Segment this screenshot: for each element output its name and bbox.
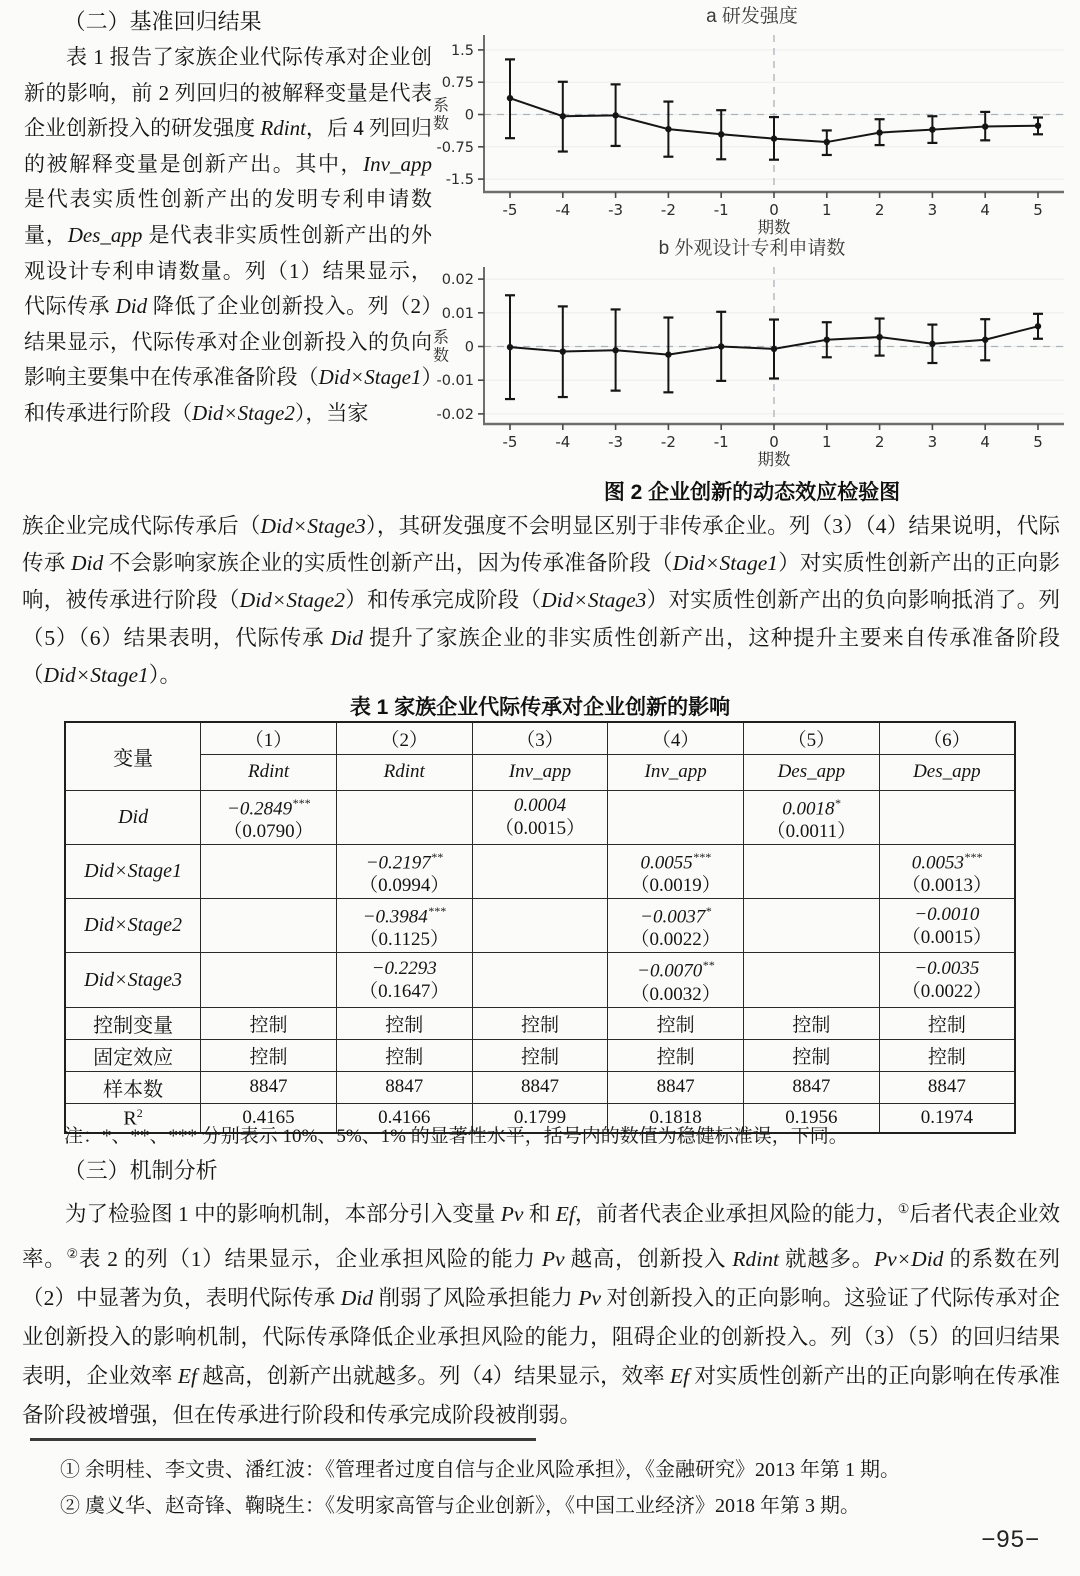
table-cell: 控制: [336, 1039, 472, 1071]
coefficient-point: [612, 112, 618, 118]
footnote-divider: [30, 1438, 536, 1441]
table-cell: [472, 899, 608, 953]
svg-text:5: 5: [1033, 433, 1043, 451]
table-cell: −0.2849*** （0.0790）: [201, 790, 337, 844]
svg-text:0: 0: [464, 107, 474, 124]
table-cell: 控制: [879, 1007, 1015, 1039]
table-cell: 控制: [201, 1039, 337, 1071]
benchmark-paragraph-full: 族企业完成代际传承后（Did×Stage3），其研发强度不会明显区别于非传承企业。列（3）（4）结果说明，代际传承 Did 不会影响家族企业的实质性创新产出，因为传承准备阶段（Did×Stage1）对实质性创新产出的正向影响，被传承进行阶段（Did×Stage2）和传承完成阶段（Did×Stage3）对实质性创新产出的负向影响抵消了。列（5）（6）结果表明，代际传承 Did 提升了家族企业的非实质性创新产出，这种提升主要来自传承准备阶段（Did×Stage1）。: [22, 514, 1060, 687]
coefficient-point: [982, 337, 988, 343]
benchmark-paragraph-left: 表 1 报告了家族企业代际传承对企业创新的影响，前 2 列回归的被解释变量是代表企业创新投入的研发强度 Rdint，后 4 列回归的被解释变量是创新产出。其中，Inv_app 是代表实质性创新产出的发明专利申请数量，Des_app 是代表非实质性创新产出的外观设计专利申请数量。列（1）结果显示，代际传承 Did 降低了企业创新投入。列（2）结果显示，代际传承对企业创新投入的负向影响主要集中在传承准备阶段（Did×Stage1）和传承进行阶段（Did×Stage2），当家: [24, 45, 433, 425]
svg-text:-0.01: -0.01: [436, 373, 474, 390]
col-header-number: （3）: [472, 722, 608, 754]
row-label: 样本数: [65, 1071, 201, 1103]
col-header-number: （4）: [608, 722, 744, 754]
coefficient-point: [771, 135, 777, 141]
svg-text:-2: -2: [660, 433, 676, 451]
col-header-depvar: Des_app: [744, 754, 880, 790]
svg-text:-0.02: -0.02: [436, 406, 474, 423]
table-cell: [336, 790, 472, 844]
row-label: Did×Stage3: [65, 953, 201, 1007]
svg-text:-5: -5: [502, 433, 518, 451]
svg-text:0.75: 0.75: [441, 75, 474, 92]
svg-text:-1: -1: [713, 201, 729, 219]
table-cell: 控制: [472, 1039, 608, 1071]
table-cell: 0.0018* （0.0011）: [744, 790, 880, 844]
table-cell: 控制: [336, 1007, 472, 1039]
svg-text:期数: 期数: [757, 450, 791, 468]
coefficient-point: [665, 126, 671, 132]
coefficient-point: [507, 344, 513, 350]
table-cell: 控制: [608, 1039, 744, 1071]
coefficient-point: [560, 348, 566, 354]
table-cell: 控制: [472, 1007, 608, 1039]
row-label: Did×Stage1: [65, 844, 201, 898]
svg-text:-5: -5: [502, 201, 518, 219]
svg-text:-3: -3: [608, 201, 624, 219]
table-row: [65, 844, 1015, 898]
svg-text:0: 0: [769, 433, 779, 451]
table-cell: −0.0010 （0.0015）: [879, 899, 1015, 953]
table-cell: 控制: [744, 1039, 880, 1071]
table-cell: 0.1956: [744, 1103, 880, 1133]
chart-b-title: b 外观设计专利申请数: [658, 238, 846, 259]
chart-a-title: a 研发强度: [706, 6, 798, 27]
coefficient-point: [824, 337, 830, 343]
table-1-title: 表 1 家族企业代际传承对企业创新的影响: [349, 696, 731, 719]
table-cell: 控制: [608, 1007, 744, 1039]
table-cell: [201, 953, 337, 1007]
table-cell: 控制: [744, 1007, 880, 1039]
table-row: [65, 953, 1015, 1007]
col-header-number: （5）: [744, 722, 880, 754]
svg-text:3: 3: [927, 201, 938, 219]
table-cell: 控制: [201, 1007, 337, 1039]
table-cell: 8847: [472, 1071, 608, 1103]
col-header-variable: 变量: [65, 722, 201, 790]
coefficient-point: [771, 346, 777, 352]
table-cell: [744, 844, 880, 898]
col-header-depvar: Rdint: [336, 754, 472, 790]
section-heading-mechanism: （三）机制分析: [63, 1158, 218, 1183]
svg-text:-1: -1: [713, 433, 729, 451]
table-row: [65, 1007, 1015, 1039]
figure-2: [428, 4, 1076, 506]
table-cell: −0.0035 （0.0022）: [879, 953, 1015, 1007]
chart-b-plot: [428, 261, 1076, 468]
table-cell: [201, 844, 337, 898]
coefficient-point: [982, 123, 988, 129]
svg-text:3: 3: [927, 433, 938, 451]
svg-text:1: 1: [822, 433, 832, 451]
svg-text:-3: -3: [608, 433, 624, 451]
table-cell: −0.2197** （0.0994）: [336, 844, 472, 898]
svg-text:4: 4: [980, 201, 990, 219]
row-label: Did×Stage2: [65, 899, 201, 953]
page-number: −95−: [981, 1526, 1040, 1553]
svg-text:期数: 期数: [757, 218, 791, 236]
col-header-number: （6）: [879, 722, 1015, 754]
table-cell: 0.0055*** （0.0019）: [608, 844, 744, 898]
chart-a-plot: [428, 29, 1076, 236]
coefficient-point: [718, 343, 724, 349]
table-cell: 0.0004 （0.0015）: [472, 790, 608, 844]
coefficient-point: [560, 113, 566, 119]
svg-text:-2: -2: [660, 201, 676, 219]
svg-text:2: 2: [874, 433, 885, 451]
svg-text:5: 5: [1033, 201, 1043, 219]
table-cell: 8847: [201, 1071, 337, 1103]
table-row: [65, 790, 1015, 844]
col-header-depvar: Des_app: [879, 754, 1015, 790]
table-cell: [608, 790, 744, 844]
svg-text:系: 系: [432, 327, 450, 347]
col-header-number: （1）: [201, 722, 337, 754]
chart-b: [428, 236, 1076, 468]
coefficient-point: [507, 95, 513, 101]
row-label: 控制变量: [65, 1007, 201, 1039]
table-cell: 0.0053*** （0.0013）: [879, 844, 1015, 898]
table-cell: 0.1974: [879, 1103, 1015, 1133]
svg-text:0.02: 0.02: [441, 272, 474, 289]
svg-text:-4: -4: [555, 433, 571, 451]
chart-a: [428, 4, 1076, 236]
table-row: [65, 899, 1015, 953]
table-cell: [744, 953, 880, 1007]
mechanism-paragraph: 为了检验图 1 中的影响机制，本部分引入变量 Pv 和 Ef，前者代表企业承担风险的能力，①后者代表企业效率。②表 2 的列（1）结果显示，企业承担风险的能力 Pv 越高，创新投入 Rdint 就越多。Pv×Did 的系数在列（2）中显著为负，表明代际传承 Did 削弱了风险承担能力 Pv 对创新投入的正向影响。这验证了代际传承对企业创新投入的影响机制，代际传承降低企业承担风险的能力，阻碍企业的创新投入。列（3）（5）的回归结果表明，企业效率 Ef 越高，创新产出就越多。列（4）结果显示，效率 Ef 对实质性创新产出的正向影响在传承准备阶段被增强，但在传承进行阶段和传承完成阶段被削弱。: [22, 1201, 1061, 1428]
table-cell: 8847: [336, 1071, 472, 1103]
coefficient-point: [876, 334, 882, 340]
coefficient-point: [876, 129, 882, 135]
table-cell: 8847: [879, 1071, 1015, 1103]
svg-text:1.5: 1.5: [450, 42, 474, 59]
coefficient-point: [1035, 323, 1041, 329]
table-cell: [744, 899, 880, 953]
section-heading-benchmark: （二）基准回归结果: [63, 9, 262, 34]
table-cell: 8847: [608, 1071, 744, 1103]
footnote-1: ① 余明桂、李文贵、潘红波：《管理者过度自信与企业风险承担》，《金融研究》2013 年第 1 期。: [60, 1459, 900, 1481]
table-1-note: 注：*、**、*** 分别表示 10%、5%、1% 的显著性水平，括号内的数值为稳健标准误，下同。: [64, 1126, 848, 1147]
coefficient-point: [718, 131, 724, 137]
svg-text:0.01: 0.01: [441, 305, 474, 322]
svg-text:0: 0: [769, 201, 779, 219]
row-label: 固定效应: [65, 1039, 201, 1071]
col-header-number: （2）: [336, 722, 472, 754]
table-cell: [472, 953, 608, 1007]
col-header-depvar: Rdint: [201, 754, 337, 790]
table-cell: 0.1818: [608, 1103, 744, 1133]
table-cell: 8847: [744, 1071, 880, 1103]
table-row: [65, 1071, 1015, 1103]
table-cell: −0.0037* （0.0022）: [608, 899, 744, 953]
svg-text:数: 数: [432, 345, 450, 365]
table-cell: −0.3984*** （0.1125）: [336, 899, 472, 953]
coefficient-point: [929, 126, 935, 132]
figure-2-caption: 图 2 企业创新的动态效应检验图: [603, 481, 901, 504]
row-label: Did: [65, 790, 201, 844]
table-cell: 0.1799: [472, 1103, 608, 1133]
table-cell: −0.2293 （0.1647）: [336, 953, 472, 1007]
table-cell: 0.4165: [201, 1103, 337, 1133]
svg-text:1: 1: [822, 201, 832, 219]
coefficient-point: [929, 341, 935, 347]
table-cell: −0.0070** （0.0032）: [608, 953, 744, 1007]
svg-text:0: 0: [464, 339, 474, 356]
svg-text:系: 系: [432, 95, 450, 115]
footnotes: [60, 1452, 1050, 1524]
coefficient-point: [1035, 122, 1041, 128]
table-cell: 控制: [879, 1039, 1015, 1071]
svg-text:-0.75: -0.75: [436, 139, 474, 156]
col-header-depvar: Inv_app: [472, 754, 608, 790]
table-cell: [879, 790, 1015, 844]
left-text-column: [24, 4, 432, 432]
footnote-2: ② 虞义华、赵奇锋、鞠晓生：《发明家高管与企业创新》，《中国工业经济》2018 年第 3 期。: [60, 1495, 860, 1517]
coefficient-point: [612, 347, 618, 353]
coefficient-point: [665, 351, 671, 357]
coefficient-point: [824, 139, 830, 145]
table-cell: [201, 899, 337, 953]
svg-text:-1.5: -1.5: [445, 172, 474, 189]
row-label: $R^2$: [65, 1103, 201, 1133]
col-header-depvar: Inv_app: [608, 754, 744, 790]
table-cell: 0.4166: [336, 1103, 472, 1133]
svg-text:-4: -4: [555, 201, 571, 219]
svg-text:2: 2: [874, 201, 885, 219]
table-row: [65, 1039, 1015, 1071]
regression-table: [64, 721, 1016, 1134]
svg-text:数: 数: [432, 113, 450, 133]
svg-text:4: 4: [980, 433, 990, 451]
table-cell: [472, 844, 608, 898]
